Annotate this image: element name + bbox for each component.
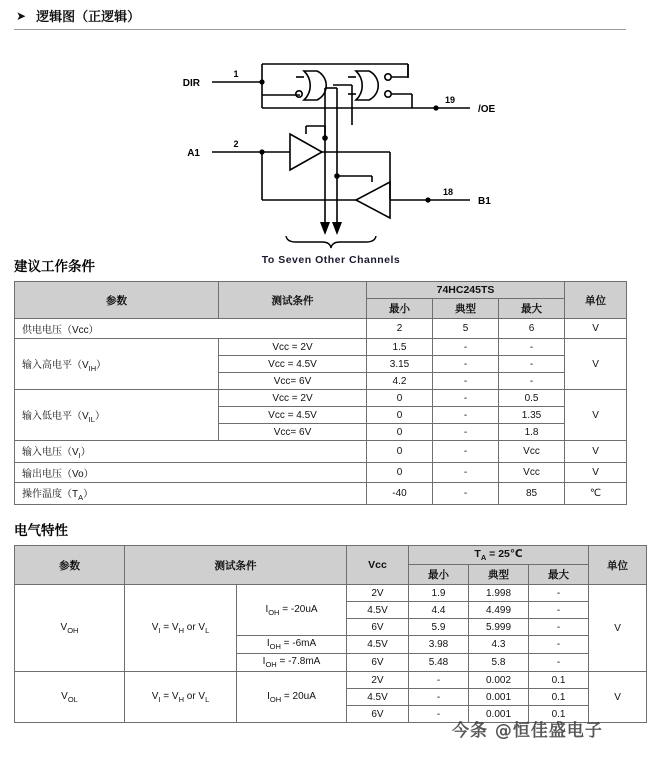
bullet-arrow-icon: ➤ xyxy=(16,8,27,23)
cell-cond: Vcc = 2V xyxy=(219,339,367,356)
param-text: V xyxy=(60,621,68,633)
cell-max: - xyxy=(529,619,589,636)
cell-param: 供电电压（Vcc） xyxy=(15,319,367,339)
param-subscript: OL xyxy=(67,694,78,704)
cond-sub-2: H xyxy=(178,694,184,704)
param-text: V xyxy=(61,690,68,702)
cell-unit: V xyxy=(565,441,627,463)
table-row xyxy=(15,390,627,407)
cell-max: 0.1 xyxy=(529,672,589,689)
cond-sub-3: L xyxy=(205,625,210,635)
cell-typ: 4.3 xyxy=(469,636,529,654)
th-typ: 典型 xyxy=(469,565,529,585)
cell-min: 0 xyxy=(367,390,433,407)
cell-max: - xyxy=(499,373,565,390)
cell-max: 0.5 xyxy=(499,390,565,407)
th-typ: 典型 xyxy=(433,299,499,319)
param-subscript: OH xyxy=(67,625,79,635)
param-tail: ） xyxy=(83,489,94,500)
cell-vcc: 2V xyxy=(347,585,409,602)
cell-condition-main xyxy=(125,672,237,723)
cell-typ: - xyxy=(433,390,499,407)
cond-sub-3: L xyxy=(205,694,210,704)
cell-min: -40 xyxy=(367,483,433,505)
diagram-pin-b1: 18 xyxy=(442,187,454,197)
temp-main: T xyxy=(474,548,481,560)
table-row xyxy=(15,672,647,689)
cond-sub-1: I xyxy=(158,694,161,704)
cell-max: - xyxy=(529,602,589,619)
cell-unit: V xyxy=(589,672,647,723)
cell-min: 1.5 xyxy=(367,339,433,356)
cell-typ: 0.001 xyxy=(469,689,529,706)
diagram-label-oe: /OE xyxy=(478,104,496,115)
cell-max: 85 xyxy=(499,483,565,505)
ioh-tail: = -7.8mA xyxy=(276,656,321,668)
ioh-tail: = 20uA xyxy=(281,690,316,702)
cell-param xyxy=(15,390,219,441)
param-subscript: IL xyxy=(88,414,95,424)
cell-vcc: 6V xyxy=(347,619,409,636)
logic-diagram-heading xyxy=(0,0,640,25)
cell-min: 0 xyxy=(367,424,433,441)
param-subscript: A xyxy=(78,493,84,502)
section-title-operating-conditions: 建议工作条件 xyxy=(14,259,95,274)
th-param: 参数 xyxy=(15,546,125,585)
table-row xyxy=(15,585,647,602)
electrical-characteristics-table xyxy=(14,545,647,723)
cell-typ: 5.8 xyxy=(469,654,529,672)
cell-vcc: 4.5V xyxy=(347,602,409,619)
cell-typ: - xyxy=(433,424,499,441)
cell-param xyxy=(15,483,367,505)
ioh-subscript: OH xyxy=(269,642,281,652)
cell-cond: Vcc = 4.5V xyxy=(219,356,367,373)
diagram-label-b1: B1 xyxy=(478,196,491,207)
cell-vcc: 6V xyxy=(347,706,409,723)
cell-current-condition xyxy=(237,654,347,672)
th-min: 最小 xyxy=(367,299,433,319)
cell-typ: - xyxy=(433,373,499,390)
cell-min: - xyxy=(409,706,469,723)
cell-min: 5.48 xyxy=(409,654,469,672)
param-text: 操作温度（T xyxy=(22,489,79,500)
cell-vcc: 6V xyxy=(347,654,409,672)
temp-subscript: A xyxy=(480,553,487,563)
cell-vcc: 2V xyxy=(347,672,409,689)
th-unit: 单位 xyxy=(589,546,647,585)
cell-min: - xyxy=(409,672,469,689)
cell-current-condition xyxy=(237,585,347,636)
logic-diagram-svg xyxy=(0,30,640,266)
diagram-caption: To Seven Other Channels xyxy=(261,254,401,266)
cell-max: 1.35 xyxy=(499,407,565,424)
ioh-main: I xyxy=(266,638,270,650)
diagram-pin-a1: 2 xyxy=(233,139,239,149)
ioh-subscript: OH xyxy=(269,694,282,704)
ioh-main: I xyxy=(265,603,269,615)
diagram-pin-oe: 19 xyxy=(444,95,456,105)
cell-cond: Vcc = 2V xyxy=(219,390,367,407)
cell-unit: V xyxy=(565,339,627,390)
cell-min: - xyxy=(409,689,469,706)
ioh-subscript: OH xyxy=(265,660,277,670)
th-unit: 单位 xyxy=(565,282,627,319)
diagram-label-dir: DIR xyxy=(182,78,200,89)
cell-typ: 5 xyxy=(433,319,499,339)
cell-unit: V xyxy=(589,585,647,672)
cell-typ: 4.499 xyxy=(469,602,529,619)
ioh-tail: = -6mA xyxy=(280,638,317,650)
cell-min: 1.9 xyxy=(409,585,469,602)
diagram-label-a1: A1 xyxy=(187,148,200,159)
cond-main: V xyxy=(151,621,159,633)
ioh-tail: = -20uA xyxy=(279,603,318,615)
cell-max: 0.1 xyxy=(529,706,589,723)
cond-tail-1: = V xyxy=(160,621,179,633)
param-subscript: I xyxy=(78,451,81,460)
watermark: 今条 @恒佳盛电子 xyxy=(452,721,603,741)
cell-max: 0.1 xyxy=(529,689,589,706)
table-row xyxy=(15,441,627,463)
th-min: 最小 xyxy=(409,565,469,585)
recommended-operating-conditions-table xyxy=(14,281,627,505)
th-condition: 测试条件 xyxy=(219,282,367,319)
param-text: 输入电压（V xyxy=(22,447,79,458)
bus-arrow-right xyxy=(332,222,342,235)
cell-current-condition xyxy=(237,672,347,723)
th-device: 74HC245TS xyxy=(367,282,565,299)
cell-param xyxy=(15,339,219,390)
cell-min: 5.9 xyxy=(409,619,469,636)
cell-max: 6 xyxy=(499,319,565,339)
cond-tail-1: = V xyxy=(160,690,179,702)
cond-sub-1: I xyxy=(158,625,161,635)
param-tail: ） xyxy=(96,359,107,371)
cell-typ: 5.999 xyxy=(469,619,529,636)
param-text: 输入低电平（V xyxy=(22,410,89,422)
cell-typ: - xyxy=(433,483,499,505)
cell-param xyxy=(15,441,367,463)
cell-min: 3.15 xyxy=(367,356,433,373)
cell-min: 4.2 xyxy=(367,373,433,390)
cell-unit: ℃ xyxy=(565,483,627,505)
cell-vcc: 4.5V xyxy=(347,689,409,706)
cell-typ: 0.002 xyxy=(469,672,529,689)
th-max: 最大 xyxy=(499,299,565,319)
cell-param xyxy=(15,672,125,723)
bus-arrow-left xyxy=(320,222,330,235)
th-max: 最大 xyxy=(529,565,589,585)
cell-typ: - xyxy=(433,463,499,483)
cell-unit: V xyxy=(565,463,627,483)
cell-min: 2 xyxy=(367,319,433,339)
cell-max: Vcc xyxy=(499,441,565,463)
cond-main: V xyxy=(151,690,159,702)
table-row xyxy=(15,339,627,356)
table1-header-row-1 xyxy=(15,282,627,299)
ioh-main: I xyxy=(262,656,266,668)
cell-min: 0 xyxy=(367,463,433,483)
cell-min: 0 xyxy=(367,441,433,463)
cond-tail-2: or V xyxy=(183,690,206,702)
cell-vcc: 4.5V xyxy=(347,636,409,654)
cell-min: 4.4 xyxy=(409,602,469,619)
cell-min: 3.98 xyxy=(409,636,469,654)
param-subscript: IH xyxy=(88,363,97,373)
cell-typ: 0.001 xyxy=(469,706,529,723)
cell-param xyxy=(15,585,125,672)
cell-max: - xyxy=(499,356,565,373)
th-param: 参数 xyxy=(15,282,219,319)
cell-max: - xyxy=(499,339,565,356)
cell-unit: V xyxy=(565,390,627,441)
param-text: 输入高电平（V xyxy=(22,359,89,371)
cell-cond: Vcc= 6V xyxy=(219,373,367,390)
diagram-pin-dir: 1 xyxy=(233,69,239,79)
cell-condition-main xyxy=(125,585,237,672)
ioh-main: I xyxy=(267,690,270,702)
table-row xyxy=(15,463,627,483)
cell-max: - xyxy=(529,654,589,672)
param-tail: ） xyxy=(94,410,105,422)
cell-cond: Vcc = 4.5V xyxy=(219,407,367,424)
table2-header-row-1 xyxy=(15,546,647,565)
th-vcc: Vcc xyxy=(347,546,409,585)
cell-typ: - xyxy=(433,441,499,463)
cond-sub-2: H xyxy=(178,625,184,635)
ioh-subscript: OH xyxy=(268,607,280,617)
param-tail: ） xyxy=(80,447,91,458)
th-temperature xyxy=(409,546,589,565)
section-title-electrical-characteristics: 电气特性 xyxy=(14,523,68,538)
cell-typ: - xyxy=(433,356,499,373)
table-row xyxy=(15,483,627,505)
cell-current-condition xyxy=(237,636,347,654)
cell-max: Vcc xyxy=(499,463,565,483)
cell-typ: - xyxy=(433,407,499,424)
cell-max: 1.8 xyxy=(499,424,565,441)
temp-tail: = 25℃ xyxy=(486,548,523,560)
cell-typ: 1.998 xyxy=(469,585,529,602)
cell-param: 输出电压（Vo） xyxy=(15,463,367,483)
cell-cond: Vcc= 6V xyxy=(219,424,367,441)
logic-diagram xyxy=(0,30,640,266)
cell-typ: - xyxy=(433,339,499,356)
logic-diagram-title: 逻辑图（正逻辑） xyxy=(36,9,141,24)
cell-max: - xyxy=(529,585,589,602)
th-condition: 测试条件 xyxy=(125,546,347,585)
cond-tail-2: or V xyxy=(183,621,206,633)
table-row xyxy=(15,319,627,339)
cell-max: - xyxy=(529,636,589,654)
cell-unit: V xyxy=(565,319,627,339)
cell-min: 0 xyxy=(367,407,433,424)
